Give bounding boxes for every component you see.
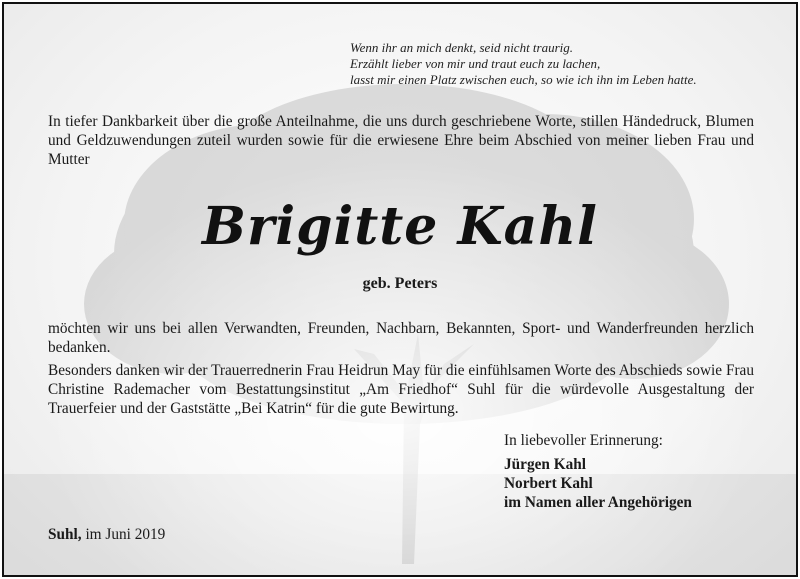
memorial-quote (350, 40, 697, 88)
signer-name: Norbert Kahl (504, 475, 593, 492)
signers (504, 455, 692, 512)
birth-name: geb. Peters (362, 275, 438, 292)
place-date-text: im Juni 2019 (85, 526, 166, 543)
thanks-paragraph: möchten wir uns bei allen Verwandten, Freunden, Nachbarn, Bekannten, Sport- und Wanderfreunden herzlich bedanken. (48, 320, 754, 356)
thanks-paragraph: Besonders danken wir der Trauerrednerin Frau Heidrun May für die einfühlsamen Worte des Abschieds sowie Frau Christine Rademacher vom Bestattungsinstitut „Am Friedhof“ Suhl für die würdevolle Ausgestaltung der Trauerfeier und der Gaststätte „Bei Katrin“ für die gute Bewirtung. (48, 362, 754, 417)
place-city: Suhl, (48, 526, 82, 543)
quote-line: lasst mir einen Platz zwischen euch, so wie ich ihn im Leben hatte. (350, 72, 697, 87)
place-date (48, 526, 165, 544)
deceased-name: Brigitte Kahl (202, 196, 598, 257)
quote-line: Erzählt lieber von mir und traut euch zu lachen, (350, 56, 601, 71)
intro-text: In tiefer Dankbarkeit über die große Anteilnahme, die uns durch geschriebene Worte, stillen Händedruck, Blumen und Geldzuwendungen zuteil wurden sowie für die erwiesene Ehre beim Abschied von meiner lieben Frau und Mutter (48, 113, 754, 168)
memory-line: In liebevoller Erinnerung: (504, 432, 663, 449)
quote-line: Wenn ihr an mich denkt, seid nicht traurig. (350, 40, 574, 55)
signer-name: Jürgen Kahl (504, 456, 587, 473)
thanks-text (48, 319, 754, 422)
obituary-card (2, 2, 798, 577)
signer-name: im Namen aller Angehörigen (504, 494, 692, 511)
